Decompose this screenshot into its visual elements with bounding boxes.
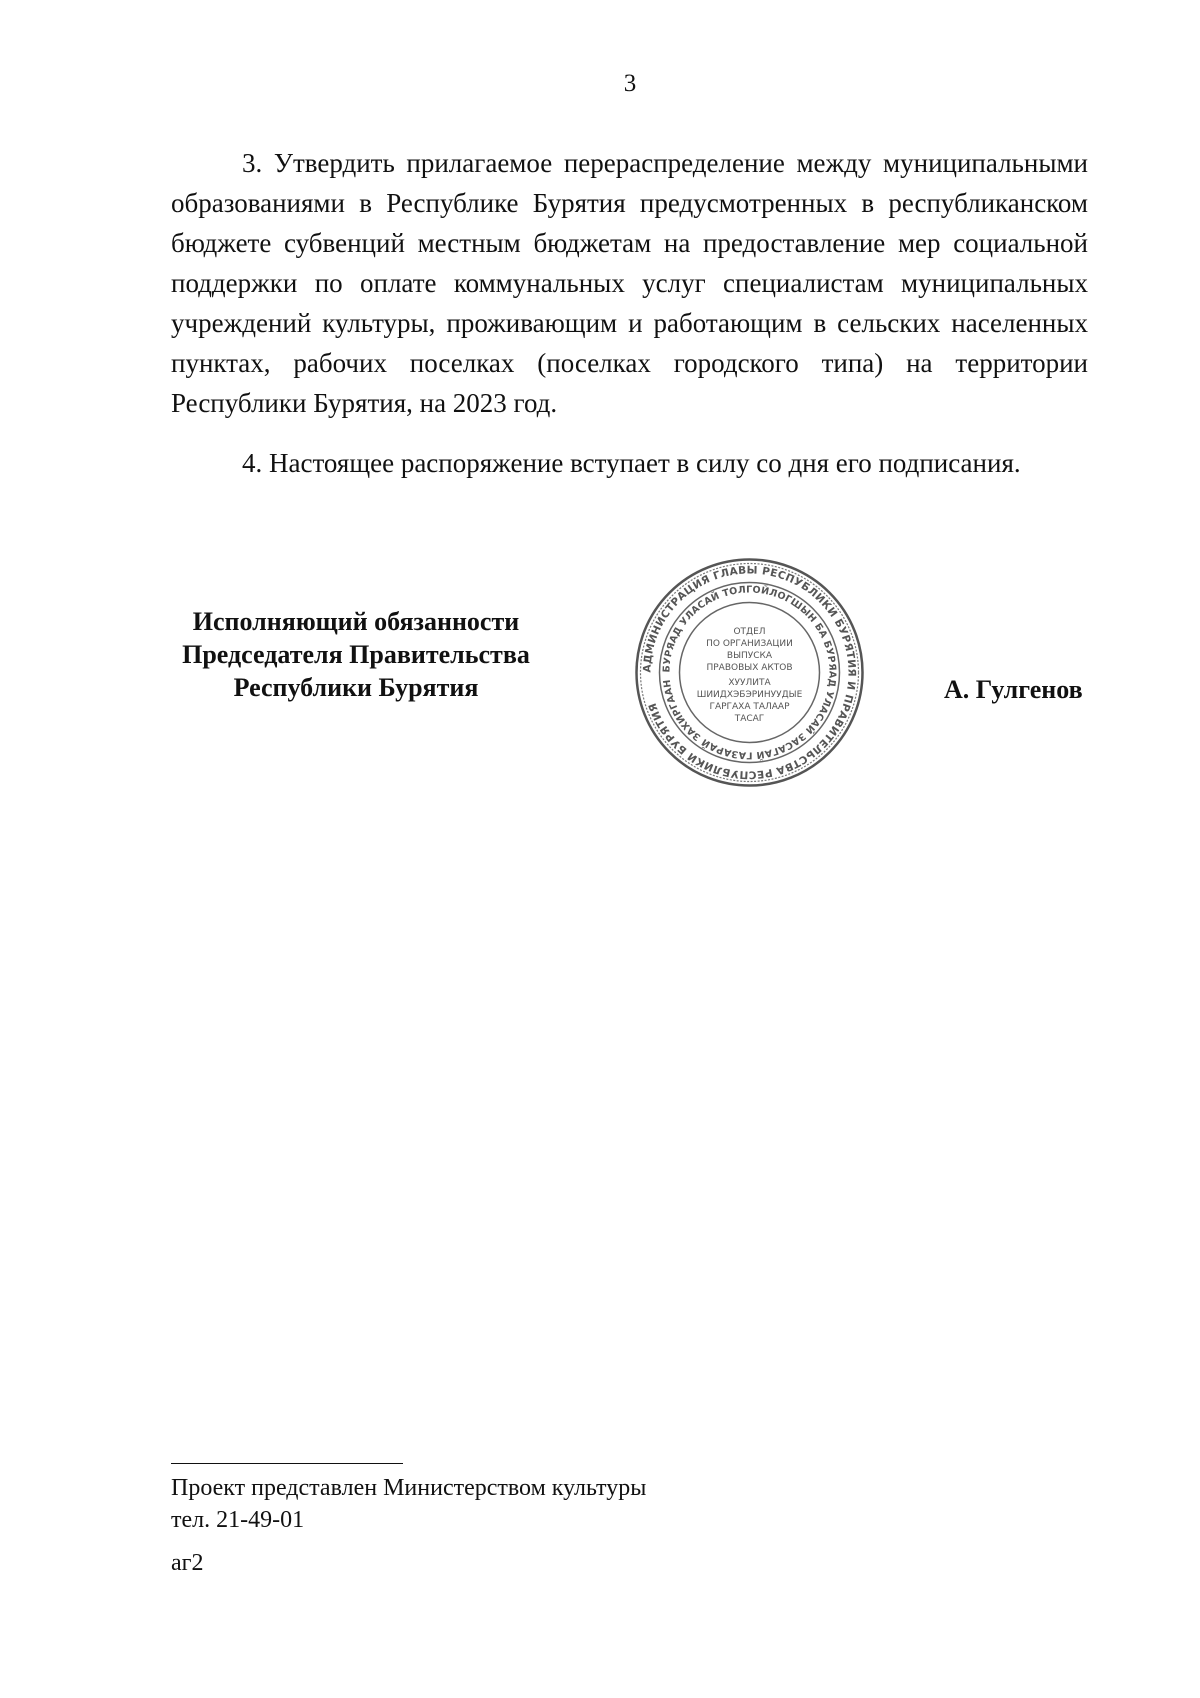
page-number: 3 <box>623 70 637 97</box>
seal-center-line: ОТДЕЛ <box>733 627 766 637</box>
signer-name: А. Гулгенов <box>944 675 1083 704</box>
footnote-line-2: тел. 21-49-01 <box>171 1507 305 1533</box>
document-code: аг2 <box>171 1550 204 1576</box>
seal-outer-text: АДМИНИСТРАЦИЯ ГЛАВЫ РЕСПУБЛИКИ БУРЯТИЯ И ПРАВИТЕЛЬСТВА РЕСПУБЛИКИ БУРЯТИЯ <box>641 564 858 781</box>
seal-center-line: ГАРГАХА ТАЛААР <box>709 702 790 712</box>
signer-title-line: Председателя Правительства <box>182 640 530 669</box>
footnote <box>171 1472 646 1536</box>
seal-center-line: ХУУЛИТА <box>728 678 771 688</box>
footnote-line-1: Проект представлен Министерством культуры <box>171 1475 647 1501</box>
paragraph-3: 3. Утвердить прилагаемое перераспределение между муниципальными образованиями в Республике Бурятия предусмотренных в республиканском бюджете субвенций местным бюджетам на предоставление мер социальной поддержки по оплате коммунальных услуг специалистам муниципальных учреждений культуры, проживающим и работающим в сельских населенных пунктах, рабочих поселках (поселках городского типа) на территории Республики Бурятия, на 2023 год. <box>171 148 1088 418</box>
footnote-divider <box>171 1463 403 1464</box>
signer-title <box>166 605 546 704</box>
signer-title-line: Исполняющий обязанности <box>192 607 520 636</box>
paragraph-4: 4. Настоящее распоряжение вступает в силу со дня его подписания. <box>242 448 1021 478</box>
seal-middle-text: БУРЯАД УЛАСАЙ ТОЛГОЙЛОГШЫН БА БУРЯАД УЛАСАЙ ЗАСАГАЙ ГАЗАРАЙ ЗАХИРГААН <box>661 584 838 761</box>
seal-center-line: ШИИДХЭБЭРИНУУДЫЕ <box>696 690 803 700</box>
seal-center-line: ВЫПУСКА <box>726 651 773 661</box>
seal-center-line: ПРАВОВЫХ АКТОВ <box>706 663 793 673</box>
seal-center-line: ПО ОРГАНИЗАЦИИ <box>706 639 793 649</box>
signer-title-line: Республики Бурятия <box>233 673 479 702</box>
official-seal <box>632 555 867 790</box>
seal-center-line: ТАСАГ <box>734 714 765 724</box>
